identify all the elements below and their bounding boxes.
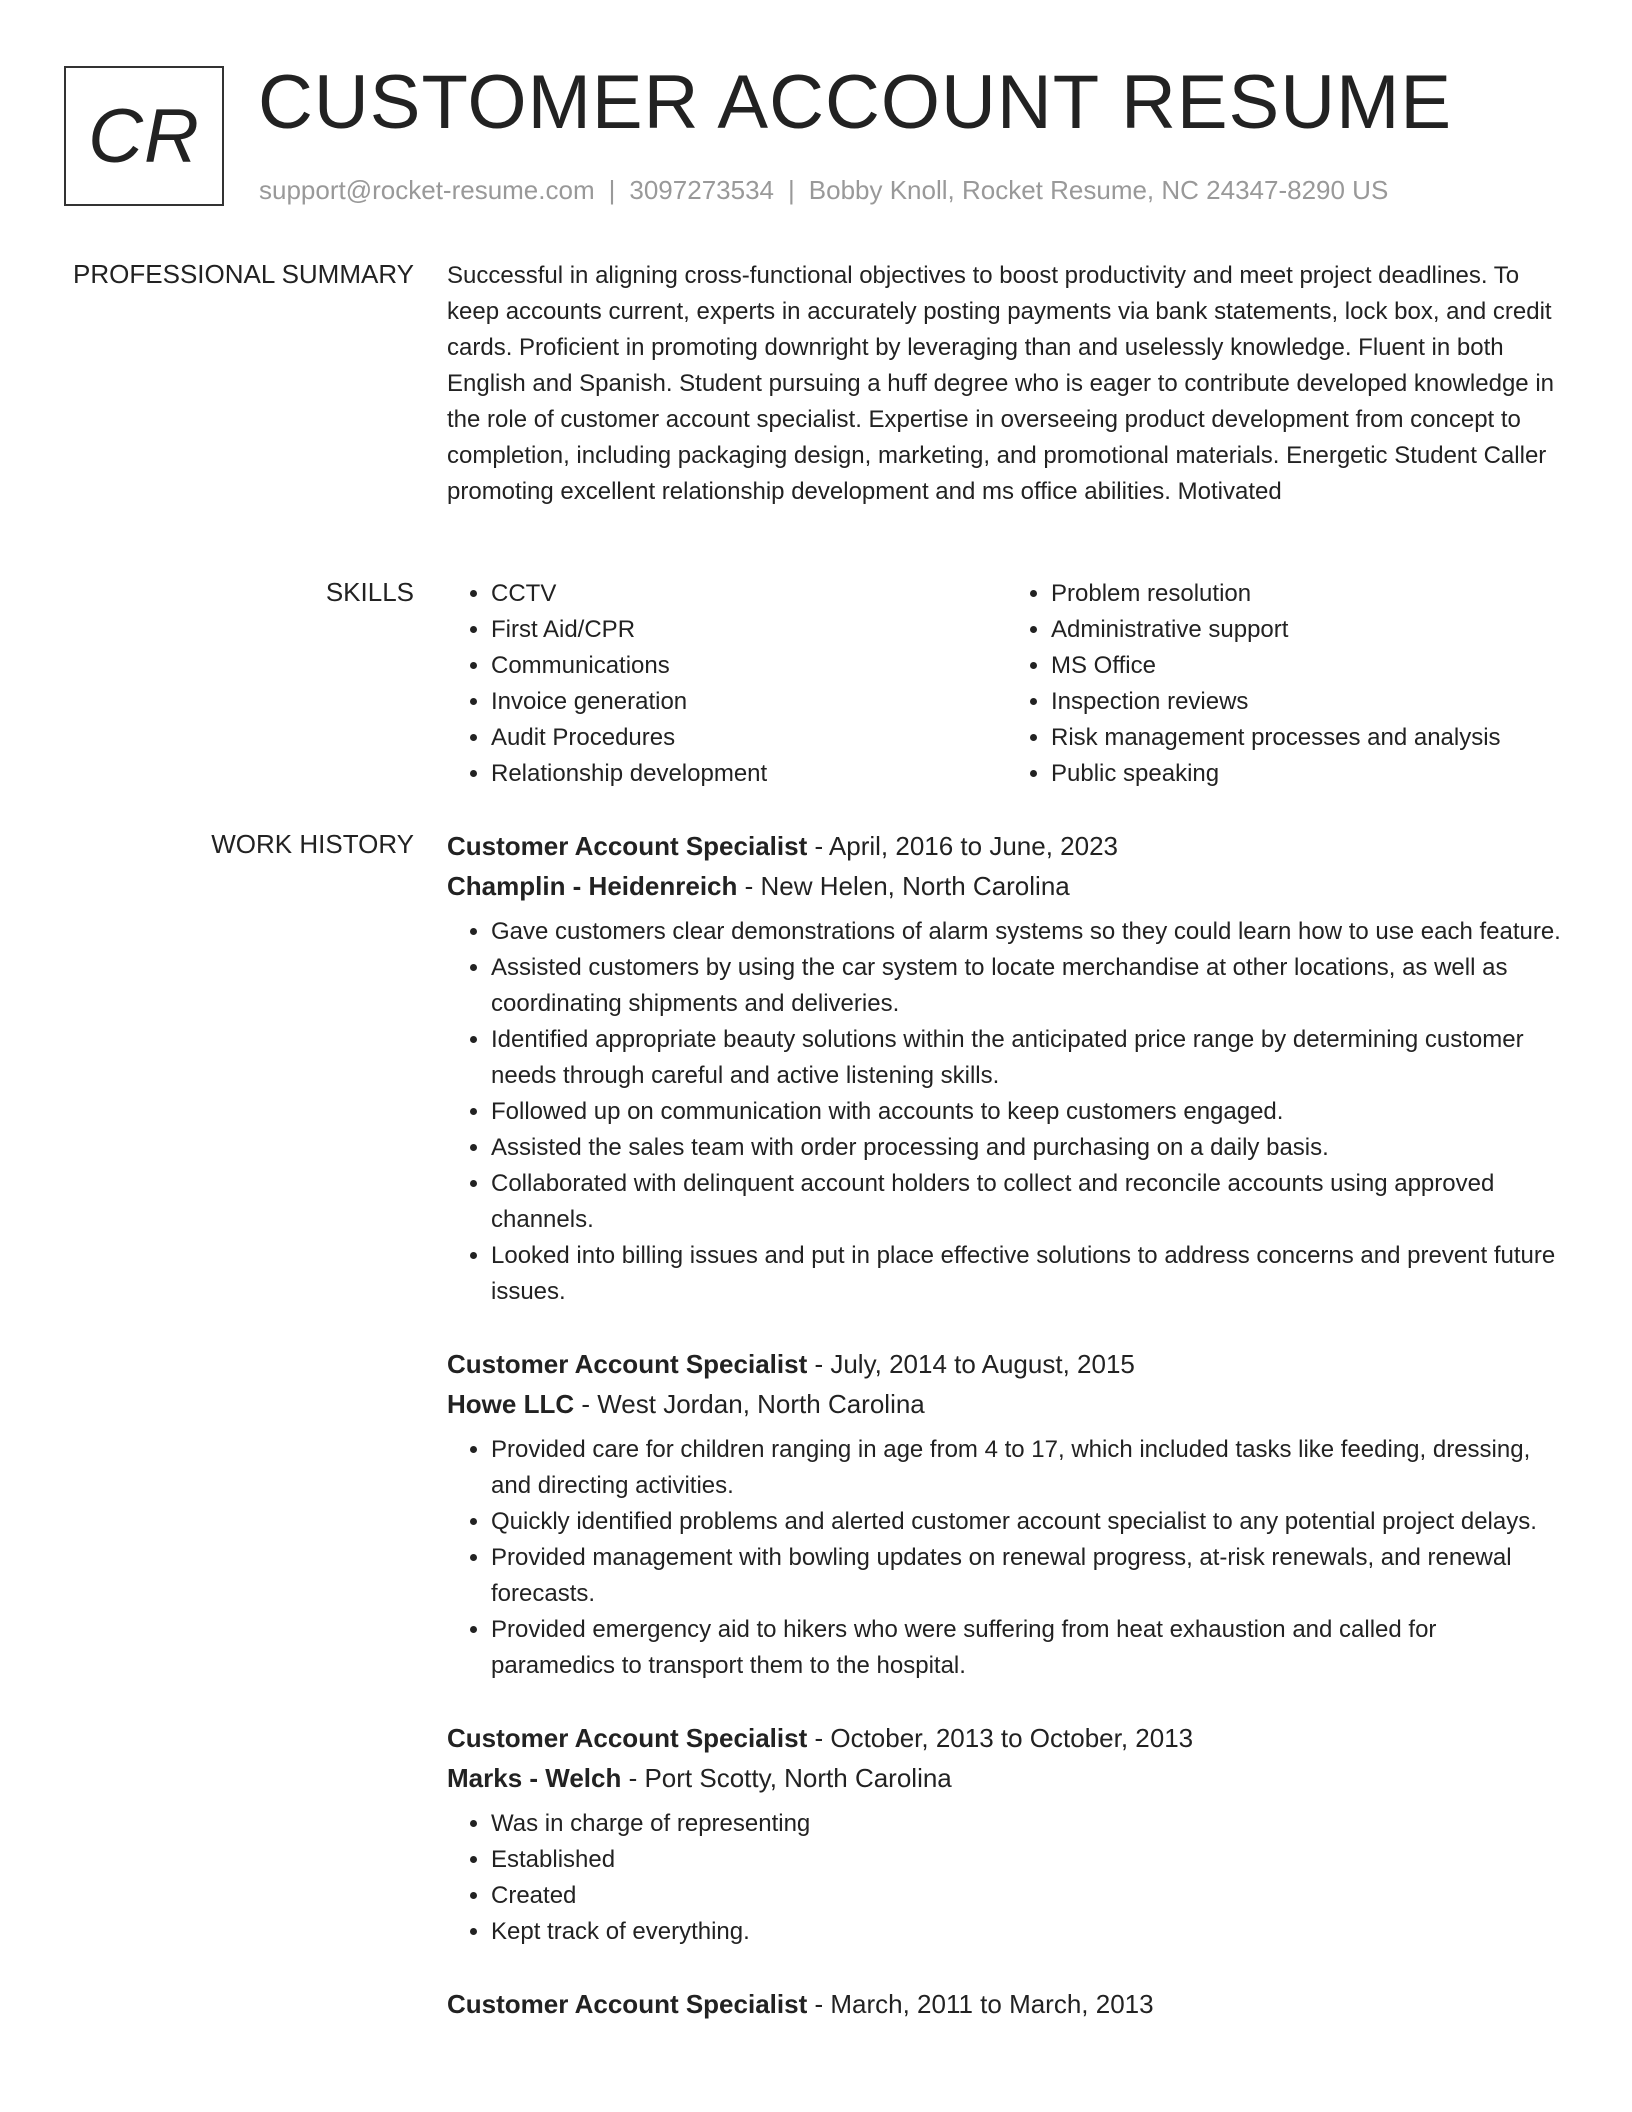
work-history-list (447, 826, 1567, 2058)
skill-item: • CCTV (491, 576, 1007, 612)
contact-phone: 3097273534 (629, 175, 774, 205)
summary-text: Successful in aligning cross-functional objectives to boost productivity and meet project deadlines. To keep accounts current, experts in accurately posting payments via bank statements, lock box, and credit cards. Proficient in promoting downright by leveraging than and uselessly knowledge. Fluent in both English and Spanish. Student pursuing a huff degree who is eager to contribute developed knowledge in the role of customer account specialist. Expertise in overseeing product development from concept to completion, including packaging design, marketing, and promotional materials. Energetic Student Caller promoting excellent relationship development and ms office abilities. Motivated (447, 262, 1554, 505)
contact-address: Bobby Knoll, Rocket Resume, NC 24347-8290 US (808, 175, 1389, 205)
skill-item: • MS Office (1051, 648, 1567, 684)
contact-line (259, 174, 1388, 206)
job-bullet: • Followed up on communication with accounts to keep customers engaged. (491, 1094, 1567, 1130)
skill-item: • Inspection reviews (1051, 684, 1567, 720)
job-entry (447, 1344, 1567, 1684)
job-title: Customer Account Specialist (447, 1349, 808, 1379)
job-company: Marks - Welch (447, 1763, 622, 1793)
skill-item: • Problem resolution (1051, 576, 1567, 612)
job-bullet: • Looked into billing issues and put in place effective solutions to address concerns and prevent future issues. (491, 1238, 1567, 1310)
job-bullet: • Identified appropriate beauty solutions within the anticipated price range by determining customer needs through careful and active listening skills. (491, 1022, 1567, 1094)
job-company: Howe LLC (447, 1389, 575, 1419)
job-dates: - April, 2016 to June, 2023 (807, 831, 1119, 861)
job-location: - Port Scotty, North Carolina (621, 1763, 952, 1793)
job-bullet: • Provided emergency aid to hikers who were suffering from heat exhaustion and called for paramedics to transport them to the hospital. (491, 1612, 1567, 1684)
job-title: Customer Account Specialist (447, 1723, 808, 1753)
job-company-line (447, 1758, 1567, 1798)
job-bullet: • Kept track of everything. (491, 1914, 1567, 1950)
job-bullet: • Collaborated with delinquent account holders to collect and reconcile accounts using approved channels. (491, 1166, 1567, 1238)
skill-item: • Risk management processes and analysis (1051, 720, 1567, 756)
summary-heading: PROFESSIONAL SUMMARY (73, 259, 414, 289)
job-company: Champlin - Heidenreich (447, 871, 738, 901)
job-company-line (447, 1384, 1567, 1424)
skill-item: • Audit Procedures (491, 720, 1007, 756)
skills-list-left (447, 576, 1007, 792)
skill-item: • Relationship development (491, 756, 1007, 792)
job-entry (447, 1718, 1567, 1950)
job-bullet: • Was in charge of representing (491, 1806, 1567, 1842)
job-bullets (447, 1432, 1567, 1684)
job-title-line (447, 1344, 1567, 1384)
resume-title: CUSTOMER ACCOUNT RESUME (258, 60, 1453, 145)
job-title-line (447, 826, 1567, 866)
job-entry (447, 1984, 1567, 2024)
work-history-heading: WORK HISTORY (211, 829, 414, 859)
job-title: Customer Account Specialist (447, 831, 808, 861)
job-bullet: • Gave customers clear demonstrations of alarm systems so they could learn how to use each feature. (491, 914, 1567, 950)
job-title-line (447, 1718, 1567, 1758)
job-bullet: • Created (491, 1878, 1567, 1914)
contact-separator: | (608, 175, 616, 205)
job-title: Customer Account Specialist (447, 1989, 808, 2019)
job-dates: - October, 2013 to October, 2013 (807, 1723, 1194, 1753)
skills-list-right (1007, 576, 1567, 792)
skills-section (447, 576, 1567, 792)
skill-item: • Public speaking (1051, 756, 1567, 792)
job-bullet: • Quickly identified problems and alerted customer account specialist to any potential project delays. (491, 1504, 1567, 1540)
job-location: - New Helen, North Carolina (737, 871, 1070, 901)
skills-heading: SKILLS (325, 577, 414, 607)
job-bullets (447, 1806, 1567, 1950)
skill-item: • Invoice generation (491, 684, 1007, 720)
contact-separator: | (788, 175, 795, 205)
monogram-logo: CR (64, 66, 224, 206)
skill-item: • Communications (491, 648, 1007, 684)
job-bullet: • Assisted the sales team with order processing and purchasing on a daily basis. (491, 1130, 1567, 1166)
job-title-line (447, 1984, 1567, 2024)
job-location: - West Jordan, North Carolina (574, 1389, 925, 1419)
skill-item: • Administrative support (1051, 612, 1567, 648)
job-bullet: • Provided management with bowling updates on renewal progress, at-risk renewals, and renewal forecasts. (491, 1540, 1567, 1612)
job-bullets (447, 914, 1567, 1310)
job-entry (447, 826, 1567, 1310)
job-bullet: • Provided care for children ranging in age from 4 to 17, which included tasks like feeding, dressing, and directing activities. (491, 1432, 1567, 1504)
skill-item: • First Aid/CPR (491, 612, 1007, 648)
job-bullet: • Established (491, 1842, 1567, 1878)
job-dates: - July, 2014 to August, 2015 (807, 1349, 1135, 1379)
job-dates: - March, 2011 to March, 2013 (807, 1989, 1154, 2019)
job-bullet: • Assisted customers by using the car system to locate merchandise at other locations, as well as coordinating shipments and deliveries. (491, 950, 1567, 1022)
contact-email: support@rocket-resume.com (259, 175, 595, 205)
job-company-line (447, 866, 1567, 906)
